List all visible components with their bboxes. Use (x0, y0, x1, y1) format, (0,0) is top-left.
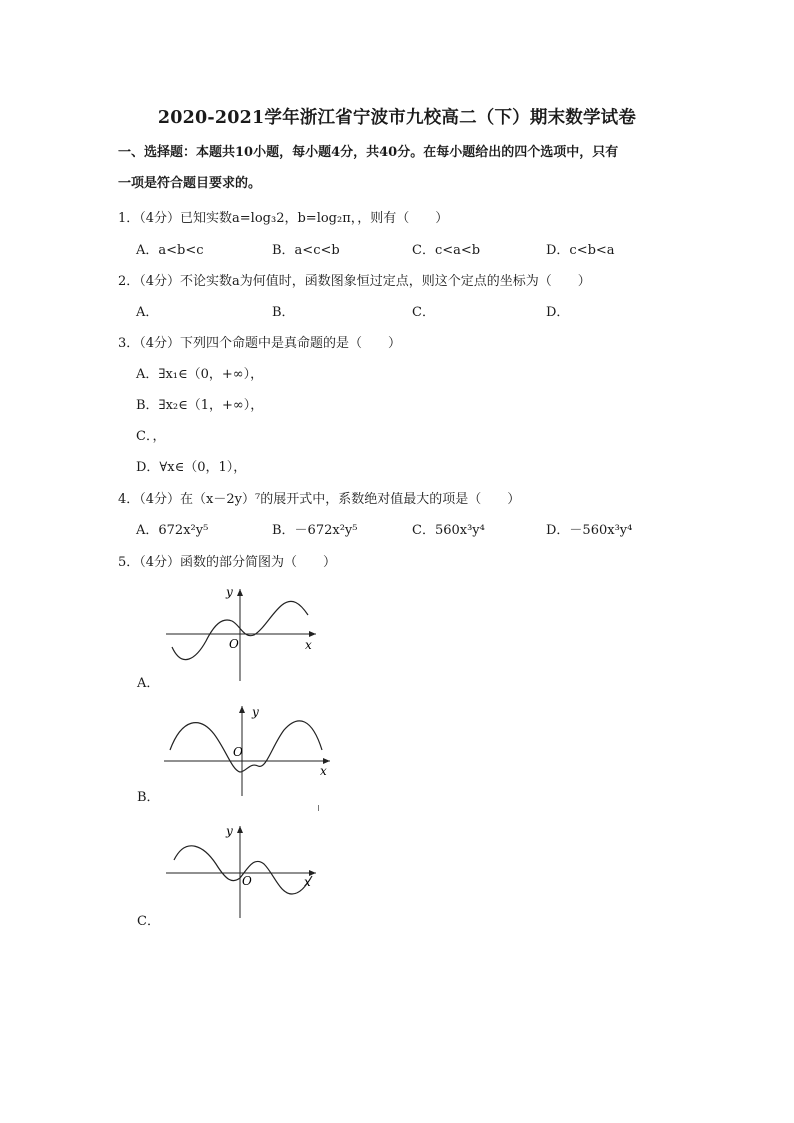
question-4-stem: 4．（4分）在（x－2y）⁷的展开式中，系数绝对值最大的项是（ ） (118, 492, 521, 507)
q2-option-b[interactable]: B． (272, 305, 295, 320)
graph-a-y-arrow (237, 589, 243, 596)
q3-option-c[interactable]: C．， (136, 429, 166, 444)
graph-b-curve (170, 721, 322, 772)
graph-b-y-label: y (252, 705, 259, 719)
question-1-stem: 1．（4分）已知实数a=log₃2，b=log₂π，，则有（ ） (118, 211, 449, 226)
stray-mark (318, 805, 319, 811)
graph-a-x-arrow (309, 631, 316, 637)
q3-option-d[interactable]: D．∀x∈（0，1）， (136, 460, 247, 475)
graph-a-origin-label: O (229, 637, 239, 651)
section-heading (118, 137, 678, 199)
graph-a (160, 583, 320, 683)
question-5-stem: 5．（4分）函数的部分简图为（ ） (118, 555, 337, 570)
graph-b-y-arrow (239, 706, 245, 713)
q2-option-c[interactable]: C． (412, 305, 435, 320)
q1-option-b[interactable]: B．a<c<b (272, 243, 340, 258)
graph-c-x-label: x (304, 875, 311, 889)
exam-title: 2020-2021学年浙江省宁波市九校高二（下）期末数学试卷 (157, 108, 637, 128)
q3-option-b[interactable]: B．∃x₂∈（1，+∞）， (136, 398, 264, 413)
graph-c-origin-label: O (242, 874, 252, 888)
graph-c-y-label: y (226, 824, 233, 838)
q1-option-a[interactable]: A．a<b<c (136, 243, 204, 258)
question-3-stem: 3．（4分）下列四个命题中是真命题的是（ ） (118, 336, 402, 351)
q1-option-d[interactable]: D．c<b<a (546, 243, 615, 258)
section-line-2: 一项是符合题目要求的。 (118, 176, 262, 191)
graph-b-origin-label: O (233, 745, 243, 759)
question-2-stem: 2．（4分）不论实数a为何值时，函数图象恒过定点，则这个定点的坐标为（ ） (118, 274, 591, 289)
q5-option-a[interactable]: A． (137, 676, 160, 691)
q4-option-a[interactable]: A．672x²y⁵ (136, 523, 209, 538)
section-line-1: 一、选择题：本题共10小题，每小题4分，共40分。在每小题给出的四个选项中，只有 (118, 145, 619, 160)
graph-a-x-label: x (305, 638, 312, 652)
graph-c (160, 820, 320, 920)
graph-b-x-label: x (320, 764, 327, 778)
q3-option-a[interactable]: A．∃x₁∈（0，+∞）， (136, 367, 264, 382)
q2-option-a[interactable]: A． (136, 305, 159, 320)
q4-option-b[interactable]: B．－672x²y⁵ (272, 523, 358, 538)
q4-option-c[interactable]: C．560x³y⁴ (412, 523, 485, 538)
q1-option-c[interactable]: C．c<a<b (412, 243, 481, 258)
graph-b (160, 700, 335, 800)
q2-option-d[interactable]: D． (546, 305, 570, 320)
q4-option-d[interactable]: D．－560x³y⁴ (546, 523, 633, 538)
graph-a-y-label: y (226, 585, 233, 599)
graph-c-y-arrow (237, 826, 243, 833)
q5-option-b[interactable]: B． (137, 790, 160, 805)
q5-option-c[interactable]: C． (137, 914, 160, 929)
